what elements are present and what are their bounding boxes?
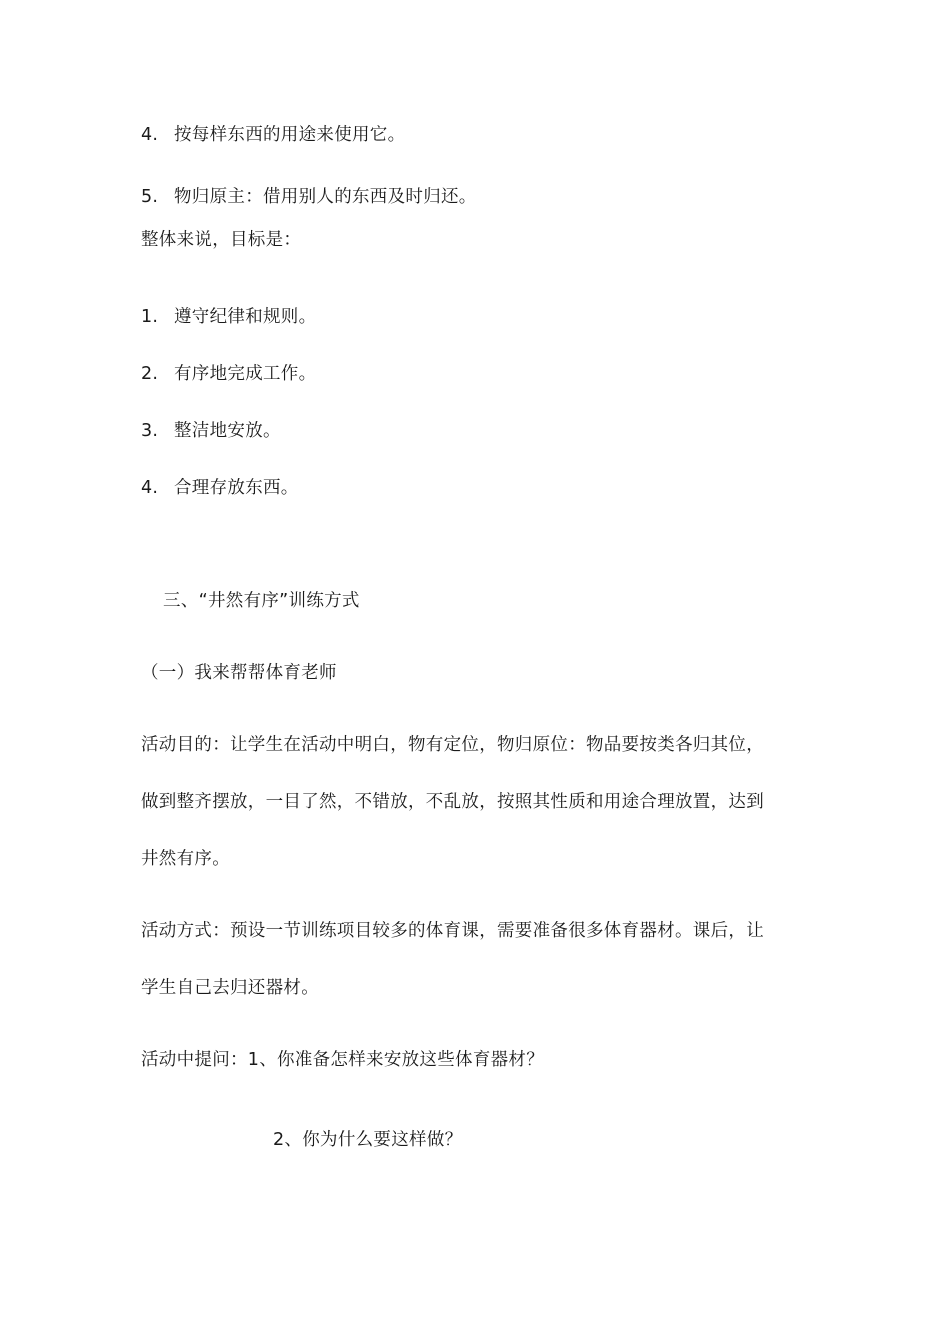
list-text: 按每样东西的用途来使用它。	[174, 125, 406, 145]
goal-text: 合理存放东西。	[174, 478, 299, 498]
goal-text: 有序地完成工作。	[174, 364, 317, 384]
goal-item	[141, 306, 316, 328]
list-number: 5.	[141, 187, 159, 207]
list-text: 物归原主：借用别人的东西及时归还。	[174, 187, 477, 207]
goal-number: 1.	[141, 307, 159, 327]
goal-text: 遵守纪律和规则。	[174, 307, 317, 327]
goal-item	[141, 477, 299, 499]
goal-item	[141, 363, 316, 385]
method-line-2: 学生自己去归还器材。	[141, 978, 319, 998]
question-2: 2、你为什么要这样做？	[273, 1130, 463, 1150]
method-line-1: 活动方式：预设一节训练项目较多的体育课，需要准备很多体育器材。课后，让	[141, 921, 764, 941]
question-1: 活动中提问：1、你准备怎样来安放这些体育器材？	[141, 1050, 545, 1070]
purpose-line-3: 井然有序。	[141, 849, 230, 869]
section-heading: 三、“井然有序”训练方式	[163, 591, 360, 611]
purpose-line-2: 做到整齐摆放，一目了然，不错放，不乱放，按照其性质和用途合理放置，达到	[141, 792, 764, 812]
list-item	[141, 186, 477, 208]
goal-item	[141, 420, 281, 442]
subsection-heading: （一）我来帮帮体育老师	[141, 663, 337, 683]
list-item	[141, 124, 405, 146]
list-number: 4.	[141, 125, 159, 145]
summary-label: 整体来说，目标是：	[141, 230, 302, 250]
purpose-line-1: 活动目的：让学生在活动中明白，物有定位，物归原位：物品要按类各归其位，	[141, 735, 764, 755]
goal-number: 3.	[141, 421, 159, 441]
goal-text: 整洁地安放。	[174, 421, 281, 441]
goal-number: 4.	[141, 478, 159, 498]
goal-number: 2.	[141, 364, 159, 384]
